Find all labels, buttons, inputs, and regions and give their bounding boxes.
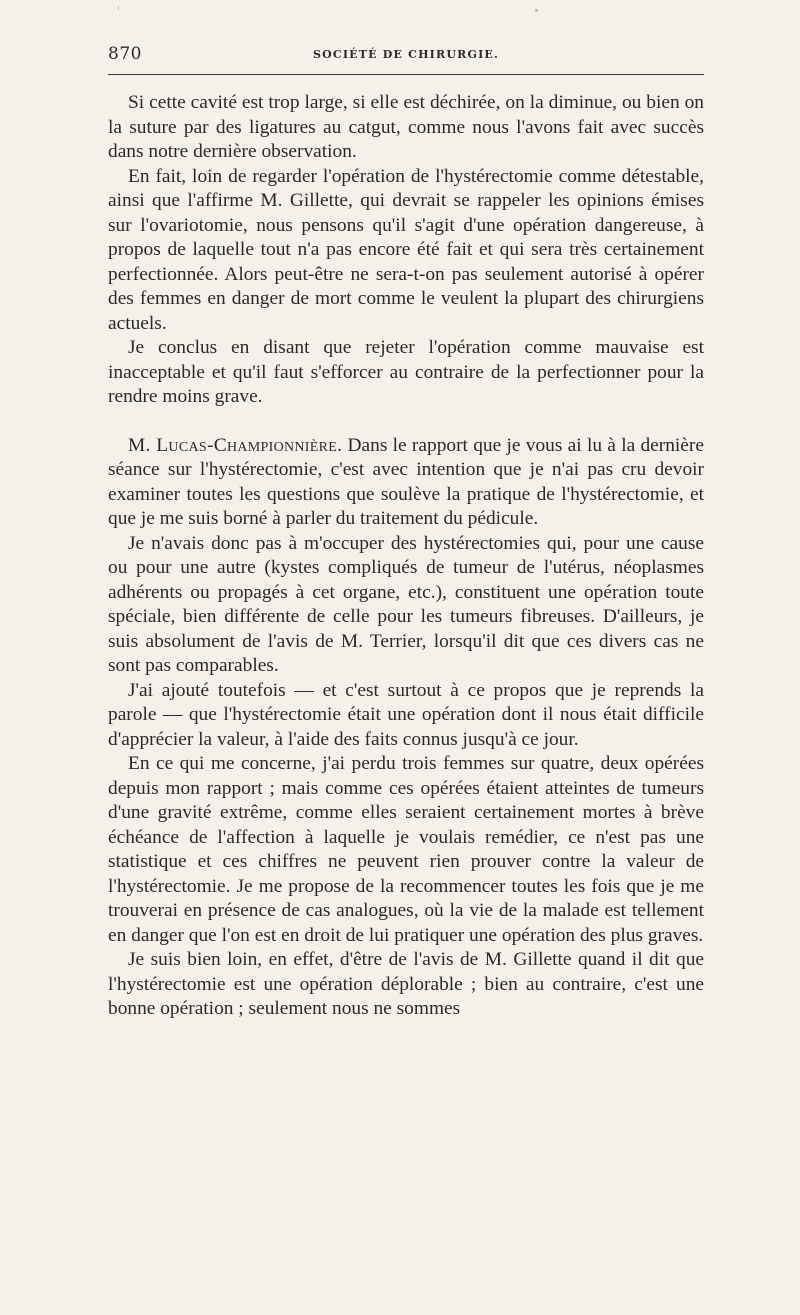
paragraph-text: Je n'avais donc pas à m'occuper des hystérectomies qui, pour une cause ou pour une autre (kystes compliqués de tumeur de l'utérus, néoplasmes adhérents ou propagés à cet organe, etc.), constituent une opération toute spéciale, bien différente de celle pour les tumeurs fibreuses. D'ailleurs, je suis absolument de l'avis de M. Terrier, lorsqu'il dit que ces divers cas ne sont pas comparables. [108, 532, 704, 676]
paragraph [108, 434, 704, 532]
page-header [108, 40, 704, 75]
paragraph [108, 532, 704, 679]
paragraph-text: En ce qui me concerne, j'ai perdu trois femmes sur quatre, deux opérées depuis mon rapport ; mais comme ces opérées étaient atteintes de tumeurs d'une gravité extrême, comme elles seraient certainement mortes à brève échéance de l'affection à laquelle je voulais remédier, ce n'est pas une statistique et ces chiffres ne peuvent rien prouver contre la valeur de l'hystérectomie. Je me propose de la recommencer toutes les fois que je me trouverai en présence de cas analogues, où la vie de la malade est tellement en danger que l'on est en droit de lui pratiquer une opération des plus graves. [108, 753, 704, 946]
paragraph-text: Si cette cavité est trop large, si elle est déchirée, on la diminue, ou bien on la suture par des ligatures au catgut, comme nous l'avons fait avec succès dans notre dernière observation. [108, 92, 704, 162]
paragraph [108, 91, 704, 165]
paragraph [108, 948, 704, 1022]
paragraph-text: Dans le rapport que je vous ai lu à la dernière séance sur l'hystérectomie, c'est avec intention que je n'ai pas cru devoir examiner toutes les questions que soulève la pratique de l'hystérectomie, et que je me suis borné à parler du traitement du pédicule. [108, 434, 704, 529]
paragraph-text: Je suis bien loin, en effet, d'être de l'avis de M. Gillette quand il dit que l'hystérectomie est une opération déplorable ; bien au contraire, c'est une bonne opération ; seulement nous ne sommes [108, 949, 704, 1019]
paragraph [108, 165, 704, 337]
paragraph-text: J'ai ajouté toutefois — et c'est surtout à ce propos que je reprends la parole — que l'hystérectomie était une opération dont il nous était difficile d'apprécier la valeur, à l'aide des faits connus jusqu'à ce jour. [108, 679, 704, 750]
paragraph-text: En fait, loin de regarder l'opération de l'hystérectomie comme détestable, ainsi que l'affirme M. Gillette, qui devrait se rappeler les opinions émises sur l'ovariotomie, nous pensons qu'il s'agit d'une opération dangereuse, à propos de laquelle tout n'a pas encore été fait et qui sera très certainement perfectionnée. Alors peut-être ne sera-t-on pas seulement autorisé à opérer des femmes en danger de mort comme le veulent la plupart des chirurgiens actuels. [108, 165, 704, 334]
body-text [108, 91, 704, 1022]
running-head: SOCIÉTÉ DE CHIRURGIE. [312, 48, 500, 61]
paper-speck [118, 6, 119, 10]
paragraph [108, 752, 704, 948]
page-number: 870 [108, 44, 142, 64]
paragraph-text: Je conclus en disant que rejeter l'opération comme mauvaise est inacceptable et qu'il faut s'efforcer au contraire de la perfectionner pour la rendre moins grave. [108, 337, 704, 407]
speaker-name: M. Lucas-Championnière. [128, 434, 343, 456]
document-page [108, 40, 704, 1022]
paragraph [108, 336, 704, 410]
paragraph [108, 679, 704, 753]
paper-speck [535, 9, 538, 12]
